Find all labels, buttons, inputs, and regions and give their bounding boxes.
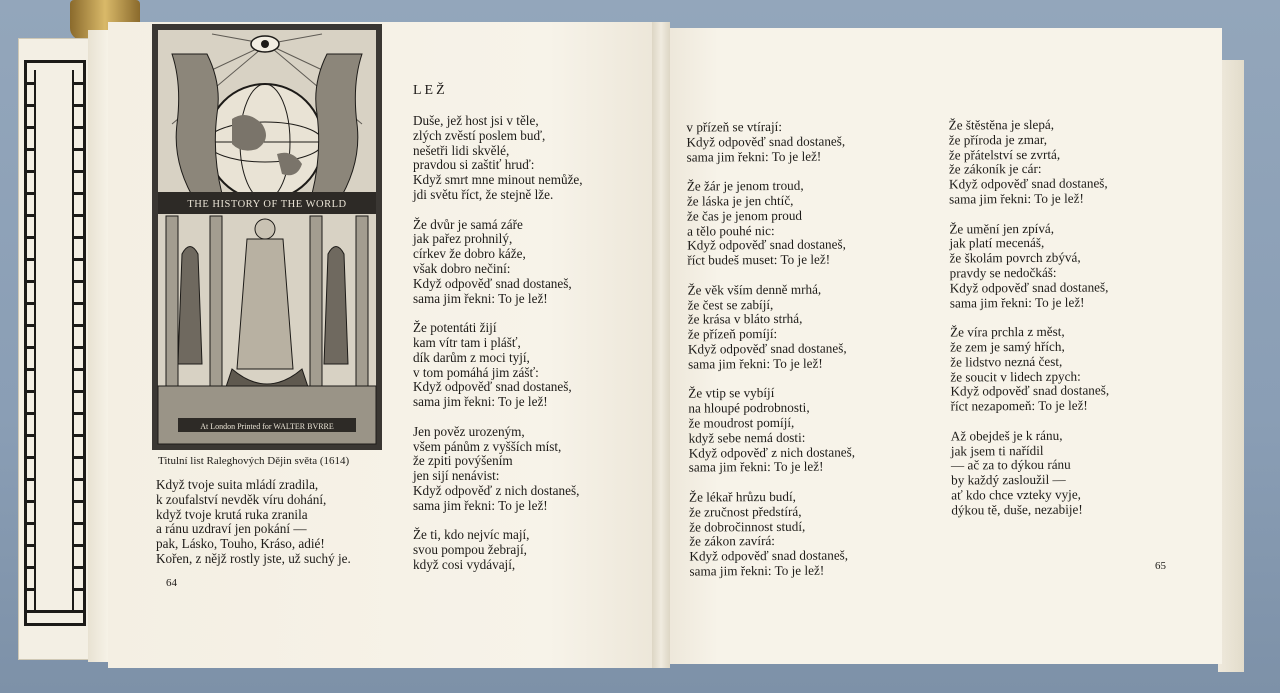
poem-line: jdi světu říct, že stejně lže. [413,186,554,202]
stanza [949,221,1108,311]
left-page-stack [88,30,108,662]
page-number-right: 65 [1155,560,1166,572]
poem-line: Že dvůr je samá záře [413,216,523,232]
poem-line: zlých zvěstí poslem buď, [413,127,546,143]
poem-line: že přízeň pomíjí: [687,326,778,342]
stanza [413,114,583,203]
poem-line: Když odpověď snad dostaneš, [686,133,846,150]
poem-line: že školám povrch zbývá, [949,249,1081,266]
right-poem-column-2 [949,117,1111,532]
stanza [687,179,854,269]
poem-line: — ač za to dýkou ránu [950,457,1071,473]
poem-line: nešetři lidi skvělé, [413,142,510,158]
poem-line: jak platí mecenáš, [949,235,1045,251]
poem-line: že soucit v lidech zpych: [950,368,1081,385]
poem-line: Jen pověz urozeným, [413,423,525,439]
poem-line: svou pompou žebrají, [413,542,527,558]
poem-line: Že lékař hrůzu budí, [688,488,796,505]
poem-line: sama jim řekni: To je lež! [689,562,825,579]
poem-line: když sebe nemá dosti: [688,429,806,446]
left-lower-stanza [156,478,351,567]
poem-line: sama jim řekni: To je lež! [413,394,548,410]
poem-line: Když odpověď z nich dostaneš, [688,443,856,461]
poem-line: Duše, jež host jsi v těle, [413,113,539,128]
poem-line: Že víra prchla z měst, [949,323,1065,340]
poem-line: na hloupé podrobnosti, [688,399,810,416]
stanza [687,282,854,372]
poem-line: Až obejdeš je k ránu, [950,427,1063,444]
poem-line: sama jim řekni: To je lež! [413,497,548,513]
poem-line: sama jim řekni: To je lež! [413,290,548,306]
poem-line: a ránu uzdraví jen pokání — [156,521,307,537]
poem-line: ať kdo chce vzteky vyje, [951,486,1081,503]
engraving-footer-text: At London Printed for WALTER BVRRE [200,422,334,431]
poem-line: že přátelství se zvrtá, [948,146,1061,163]
poem-line: jak pařez prohnilý, [413,231,513,247]
poem-line: že dobročinnost studí, [689,518,806,535]
poem-line: říct budeš muset: To je lež! [687,251,831,268]
poem-line: že zpiti povýšením [413,453,513,469]
poem-line: Když odpověď snad dostaneš, [413,379,572,395]
poem-line: Že věk vším denně mrhá, [687,281,822,298]
poem-line: že láska je jen chtíč, [686,192,794,209]
stanza [949,117,1108,207]
stanza [413,425,583,514]
poem-line: že zákon zavírá: [689,533,776,549]
poem-line: že zem je samý hřích, [950,338,1065,355]
poem-line: že čas je jenom proud [686,207,803,224]
book-gutter [652,22,670,668]
poem-line: všem pánům z vyšších míst, [413,438,562,454]
engraving-banner-text: THE HISTORY OF THE WORLD [187,199,347,210]
poem-line: Že ti, kdo nejvíc mají, [413,527,530,543]
poem-line: církev že dobro káže, [413,246,526,262]
poem-line: Když odpověď snad dostaneš, [689,547,849,564]
poem-line: Že potentáti žijí [413,320,497,336]
left-poem-column [413,114,583,588]
poem-line: k zoufalství nevděk víru dohání, [156,491,327,507]
page-number-left: 64 [166,577,177,589]
poem-line: dýkou tě, duše, nezabije! [951,501,1083,518]
poem-line: pravdy se nedočkáš: [949,264,1057,281]
poem-line: Že žár je jenom troud, [686,177,804,194]
poem-line: že krása v bláto strhá, [687,311,803,327]
poem-line: Že vtip se vybíjí [688,385,775,401]
poem-line: v přízeň se vtírají: [686,118,783,135]
poem-line: že zručnost předstírá, [689,503,802,520]
poem-line: pak, Lásko, Touho, Kráso, adié! [156,536,325,552]
poem-line: Když odpověď snad dostaneš, [413,275,572,291]
poem-line: Když odpověď snad dostaneš, [949,279,1109,296]
poem-line: že lidstvo nezná čest, [950,353,1063,370]
poem-line: a tělo pouhé nic: [687,222,775,239]
poem-line: sama jim řekni: To je lež! [687,355,823,372]
stanza [688,386,855,476]
poem-line: Když odpověď snad dostaneš, [687,340,847,357]
poem-line: kam vítr tam i plášť, [413,334,521,350]
stanza [951,428,1110,518]
poem-line: pravdou si zaštiť hruď: [413,157,535,173]
poem-line: Když tvoje suita mládí zradila, [156,477,319,492]
right-poem-column-1 [686,119,856,594]
poem-line: sama jim řekni: To je lež! [949,190,1084,207]
poem-line: sama jim řekni: To je lež! [688,458,824,475]
poem-line: když tvoje krutá ruka zranila [156,506,308,522]
poem-line: Když odpověď snad dostaneš, [948,175,1108,192]
poem-line: sama jim řekni: To je lež! [949,294,1085,311]
poem-line: Když odpověď snad dostaneš, [950,382,1110,399]
poem-title: LEŽ [413,83,448,98]
poem-line: Kořen, z nějž rostly jste, už suchý je. [156,550,351,566]
poem-line: že příroda je zmar, [948,131,1048,148]
poem-line: jak jsem ti nařídil [950,442,1044,459]
poem-line: že čest se zabíjí, [687,296,774,313]
poem-line: v tom pomáhá jim zášť: [413,364,539,380]
poem-line: Když odpověď snad dostaneš, [687,236,846,253]
stanza [413,218,583,307]
poem-line: Když odpověď z nich dostaneš, [413,482,580,498]
engraving-illustration [152,24,382,450]
poem-line: Že štěstěna je slepá, [948,116,1055,133]
stanza [413,528,583,572]
poem-line: Když smrt mne minout nemůže, [413,172,583,188]
poem-line: když cosi vydávají, [413,556,516,572]
poem-line: že zákoník je cár: [948,161,1042,177]
poem-line: jen sijí nenávist: [413,468,500,484]
cover-ornament-inner [34,70,74,610]
poem-line: sama jim řekni: To je lež! [686,148,822,165]
poem-line: že moudrost pomíjí, [688,414,795,431]
stanza [686,119,853,165]
illustration-caption: Titulní list Raleghových Dějin světa (1614) [158,455,350,467]
poem-line: dík darům z moci tyjí, [413,349,530,365]
poem-line: by každý zasloužil — [951,471,1066,488]
poem-line: říct nezapomeň: To je lež! [950,397,1088,414]
poem-line: však dobro nečiní: [413,260,511,276]
stanza [689,489,856,579]
stanza [950,325,1109,415]
stanza [413,321,583,410]
poem-line: Že umění jen zpívá, [949,220,1055,237]
